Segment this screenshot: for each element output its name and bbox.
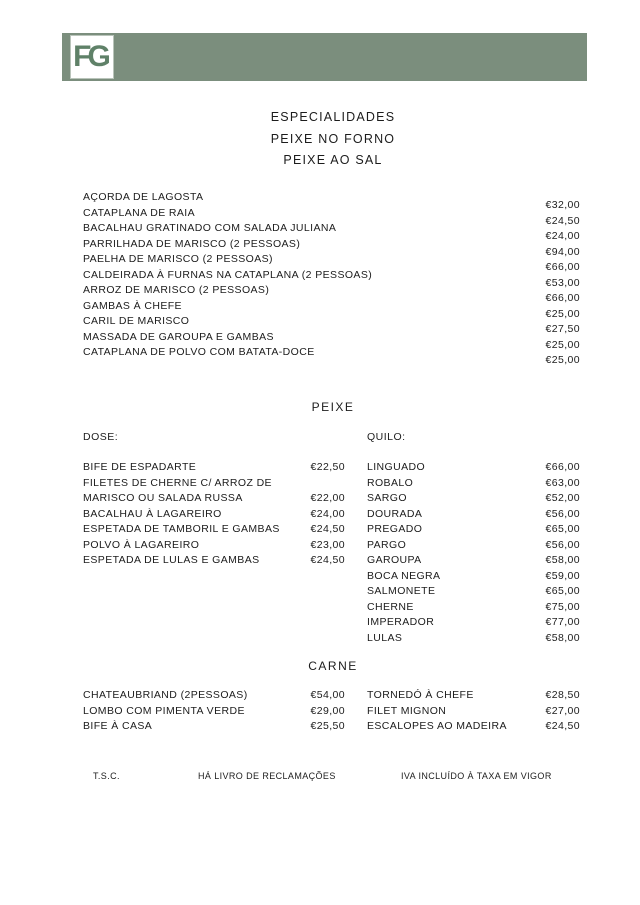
menu-item-name: FILET MIGNON (367, 704, 447, 717)
menu-row (83, 719, 345, 735)
menu-item-name: GAMBAS À CHEFE (83, 299, 182, 312)
menu-item-name: FILETES DE CHERNE C/ ARROZ DE (83, 476, 272, 489)
menu-item-price: €63,00 (545, 476, 580, 489)
menu-row (83, 553, 345, 569)
menu-item-name: TORNEDÓ À CHEFE (367, 689, 474, 701)
menu-item-name: ROBALO (367, 476, 414, 489)
menu-row (83, 491, 345, 507)
footer-vat-notice: IVA INCLUÍDO À TAXA EM VIGOR (401, 771, 552, 781)
menu-item-price: €77,00 (545, 616, 580, 628)
menu-item-name: LULAS (367, 631, 403, 644)
menu-item-price: €54,00 (310, 689, 345, 701)
menu-item-name: LOMBO COM PIMENTA VERDE (83, 704, 245, 717)
menu-item-name: PAELHA DE MARISCO (2 PESSOAS) (83, 253, 273, 265)
menu-row (367, 491, 580, 507)
menu-item-price: €25,50 (310, 720, 345, 732)
menu-row (83, 476, 345, 492)
menu-row (367, 704, 580, 720)
dose-list (83, 460, 345, 569)
header-band (62, 33, 587, 81)
menu-item-price: €24,50 (310, 523, 345, 535)
menu-row (83, 507, 345, 523)
menu-item-price: €66,00 (545, 261, 580, 273)
title-line-2: PEIXE NO FORNO (270, 131, 396, 146)
menu-item-price: €25,00 (545, 354, 580, 366)
title-line-1: ESPECIALIDADES (270, 110, 396, 124)
menu-item-name: MASSADA DE GAROUPA E GAMBAS (83, 330, 274, 343)
menu-item-price: €58,00 (545, 631, 580, 644)
footer-tsc: T.S.C. (93, 771, 120, 781)
menu-item-price: €24,00 (310, 507, 345, 520)
logo-text: FG (73, 40, 107, 73)
menu-item-price: €58,00 (545, 554, 580, 566)
menu-item-price: €59,00 (545, 569, 580, 582)
menu-item-price: €25,00 (545, 307, 580, 320)
menu-item-price: €75,00 (545, 600, 580, 613)
menu-row (83, 538, 345, 554)
menu-row (83, 522, 345, 538)
menu-row (367, 538, 580, 554)
section-heading-peixe: PEIXE (311, 400, 355, 414)
menu-row (367, 569, 580, 585)
menu-item-name: PARRILHADA DE MARISCO (2 PESSOAS) (83, 237, 301, 250)
logo (71, 36, 113, 78)
menu-row (83, 704, 345, 720)
menu-item-name: ESPETADA DE LULAS E GAMBAS (83, 554, 260, 566)
menu-item-name: ESCALOPES AO MADEIRA (367, 720, 507, 732)
quilo-list (367, 460, 580, 646)
menu-item-price: €25,00 (545, 338, 580, 351)
menu-row (367, 522, 580, 538)
menu-item-name: GAROUPA (367, 554, 422, 566)
menu-item-name: BOCA NEGRA (367, 569, 441, 582)
menu-item-name: BIFE DE ESPADARTE (83, 461, 197, 473)
menu-item-name: CHATEAUBRIAND (2PESSOAS) (83, 689, 248, 701)
footer-complaints-book: HÁ LIVRO DE RECLAMAÇÕES (198, 771, 336, 781)
menu-item-name: PARGO (367, 538, 407, 551)
menu-item-price: €24,50 (545, 720, 580, 732)
menu-item-name: IMPERADOR (367, 616, 435, 628)
menu-item-price: €28,50 (545, 689, 580, 701)
menu-item-name: LINGUADO (367, 461, 426, 473)
menu-item-price: €32,00 (545, 199, 580, 211)
carne-right-list (367, 688, 580, 735)
column-label-quilo: QUILO: (367, 431, 406, 443)
menu-item-price: €27,50 (545, 323, 580, 335)
menu-row (367, 688, 580, 704)
menu-item-name: CHERNE (367, 600, 414, 613)
menu-item-name: CATAPLANA DE POLVO COM BATATA-DOCE (83, 346, 315, 358)
menu-item-price: €56,00 (545, 538, 580, 551)
menu-item-price: €65,00 (545, 523, 580, 535)
menu-item-price: €23,00 (310, 538, 345, 551)
menu-item-name: CATAPLANA DE RAIA (83, 206, 196, 219)
menu-row (367, 584, 580, 600)
menu-item-price: €65,00 (545, 585, 580, 597)
menu-item-price: €22,00 (310, 492, 345, 504)
menu-row (367, 615, 580, 631)
menu-item-price: €24,50 (310, 554, 345, 566)
menu-item-name: PREGADO (367, 523, 423, 535)
specialties-item-list (83, 190, 372, 361)
column-label-dose: DOSE: (83, 431, 119, 443)
menu-row (367, 600, 580, 616)
menu-item-price: €66,00 (545, 292, 580, 304)
menu-item-price: €22,50 (310, 461, 345, 473)
menu-item-price: €24,00 (545, 230, 580, 242)
menu-item-price: €27,00 (545, 704, 580, 717)
menu-item-name: MARISCO OU SALADA RUSSA (83, 492, 243, 504)
menu-item-price: €66,00 (545, 461, 580, 473)
specialties-price-list (495, 198, 580, 369)
menu-item-name: SALMONETE (367, 585, 436, 597)
menu-row (367, 553, 580, 569)
menu-item-name: SARGO (367, 492, 407, 504)
menu-row (83, 460, 345, 476)
menu-item-name: ESPETADA DE TAMBORIL E GAMBAS (83, 523, 280, 535)
menu-item-price: €29,00 (310, 704, 345, 717)
menu-item-name: CALDEIRADA À FURNAS NA CATAPLANA (2 PESSOAS) (83, 268, 373, 281)
title-line-3: PEIXE AO SAL (283, 153, 383, 167)
menu-item-price: €24,50 (545, 214, 580, 227)
menu-row (367, 476, 580, 492)
section-heading-carne: CARNE (308, 659, 358, 673)
menu-item-price: €52,00 (545, 492, 580, 504)
menu-item-price: €94,00 (545, 245, 580, 258)
menu-row (367, 719, 580, 735)
menu-item-name: BACALHAU À LAGAREIRO (83, 507, 222, 520)
menu-item-name: ARROZ DE MARISCO (2 PESSOAS) (83, 284, 270, 296)
menu-row (367, 631, 580, 647)
menu-item-name: BACALHAU GRATINADO COM SALADA JULIANA (83, 222, 337, 234)
menu-item-name: CARIL DE MARISCO (83, 315, 190, 327)
menu-item-price: €56,00 (545, 507, 580, 520)
menu-row (83, 688, 345, 704)
menu-item-name: POLVO À LAGAREIRO (83, 538, 200, 551)
menu-item-name: BIFE À CASA (83, 720, 153, 732)
menu-item-name: DOURADA (367, 507, 423, 520)
menu-row (367, 507, 580, 523)
menu-title (83, 107, 583, 172)
carne-left-list (83, 688, 345, 735)
menu-item-name: AÇORDA DE LAGOSTA (83, 191, 204, 203)
menu-row (367, 460, 580, 476)
menu-item-price: €53,00 (545, 276, 580, 289)
